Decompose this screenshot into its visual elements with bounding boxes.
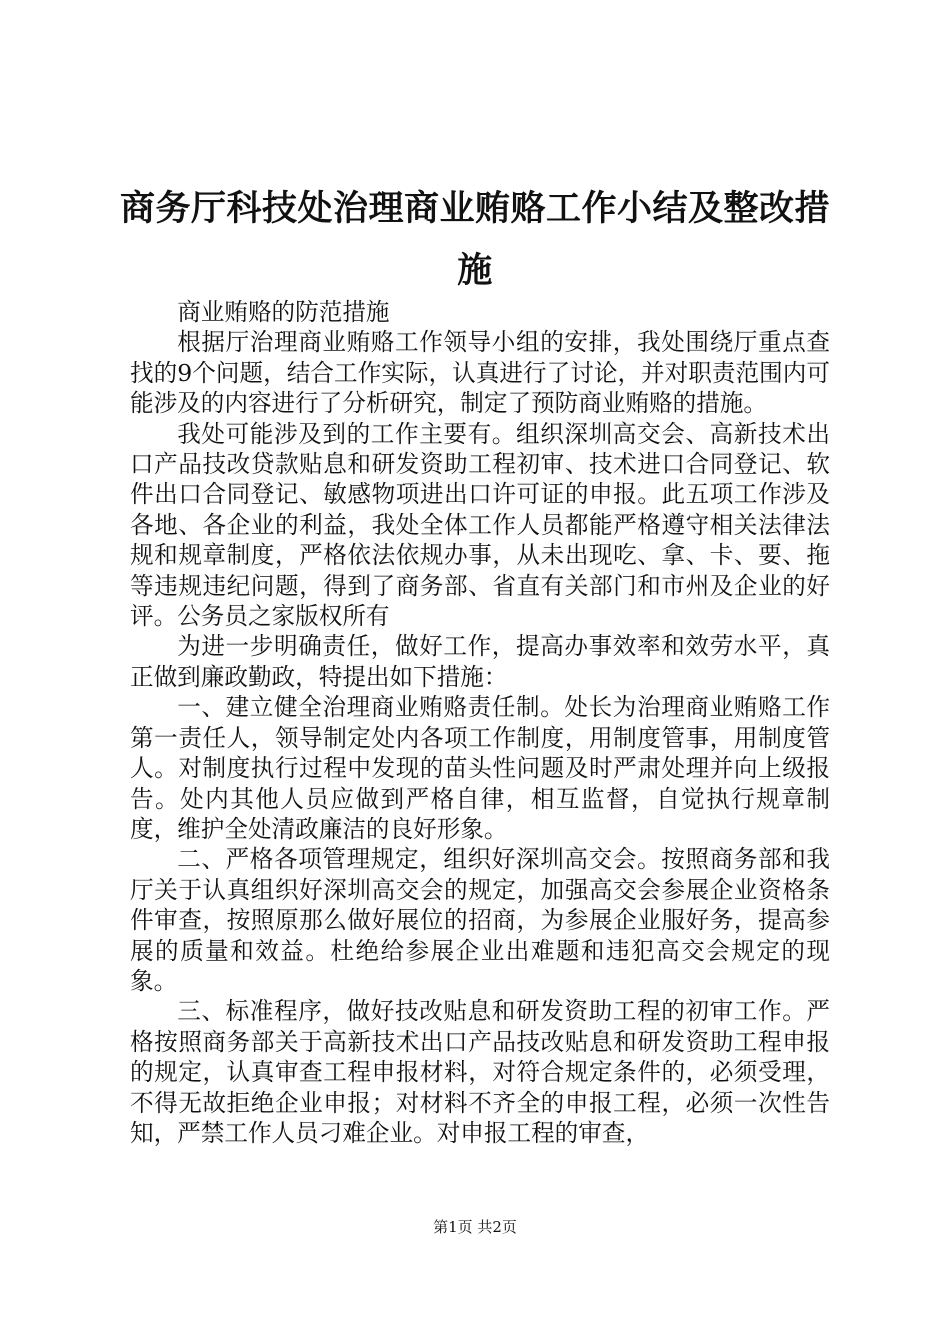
paragraph-measure-2: 二、严格各项管理规定，组织好深圳高交会。按照商务部和我厅关于认真组织好深圳高交会的规定，加强高交会参展企业资格条件审查，按照原那么做好展位的招商，为参展企业服好务，提高参展的质量和效益。杜绝给参展企业出难题和违犯高交会规定的现象。 [130, 845, 830, 995]
document-body [130, 297, 830, 1148]
paragraph-measures-intro: 为进一步明确责任，做好工作，提高办事效率和效劳水平，真正做到廉政勤政，特提出如下措施： [130, 632, 830, 691]
paragraph-measure-3: 三、标准程序，做好技改贴息和研发资助工程的初审工作。严格按照商务部关于高新技术出口产品技改贴息和研发资助工程申报的规定，认真审查工程申报材料，对符合规定条件的，必须受理，不得无故拒绝企业申报；对材料不齐全的申报工程，必须一次性告知，严禁工作人员刁难企业。对申报工程的审查， [130, 997, 830, 1147]
paragraph-measure-1: 一、建立健全治理商业贿赂责任制。处长为治理商业贿赂工作第一责任人，领导制定处内各项工作制度，用制度管事，用制度管人。对制度执行过程中发现的苗头性问题及时严肃处理并向上级报告。处内其他人员应做到严格自律，相互监督，自觉执行规章制度，维护全处清政廉洁的良好形象。 [130, 693, 830, 843]
paragraph-intro: 根据厅治理商业贿赂工作领导小组的安排，我处围绕厅重点查找的9个问题，结合工作实际，认真进行了讨论，并对职责范围内可能涉及的内容进行了分析研究，制定了预防商业贿赂的措施。 [130, 328, 830, 418]
paragraph-work-scope: 我处可能涉及到的工作主要有。组织深圳高交会、高新技术出口产品技改贷款贴息和研发资助工程初审、技术进口合同登记、软件出口合同登记、敏感物项进出口许可证的申报。此五项工作涉及各地、各企业的利益，我处全体工作人员都能严格遵守相关法律法规和规章制度，严格依法依规办事，从未出现吃、拿、卡、要、拖等违规违纪问题，得到了商务部、省直有关部门和市州及企业的好评。公务员之家版权所有 [130, 419, 830, 631]
page-footer: 第1页 共2页 [433, 1218, 517, 1236]
document-title: 商务厅科技处治理商业贿赂工作小结及整改措施 [120, 189, 831, 291]
paragraph-subtitle: 商业贿赂的防范措施 [177, 298, 390, 326]
